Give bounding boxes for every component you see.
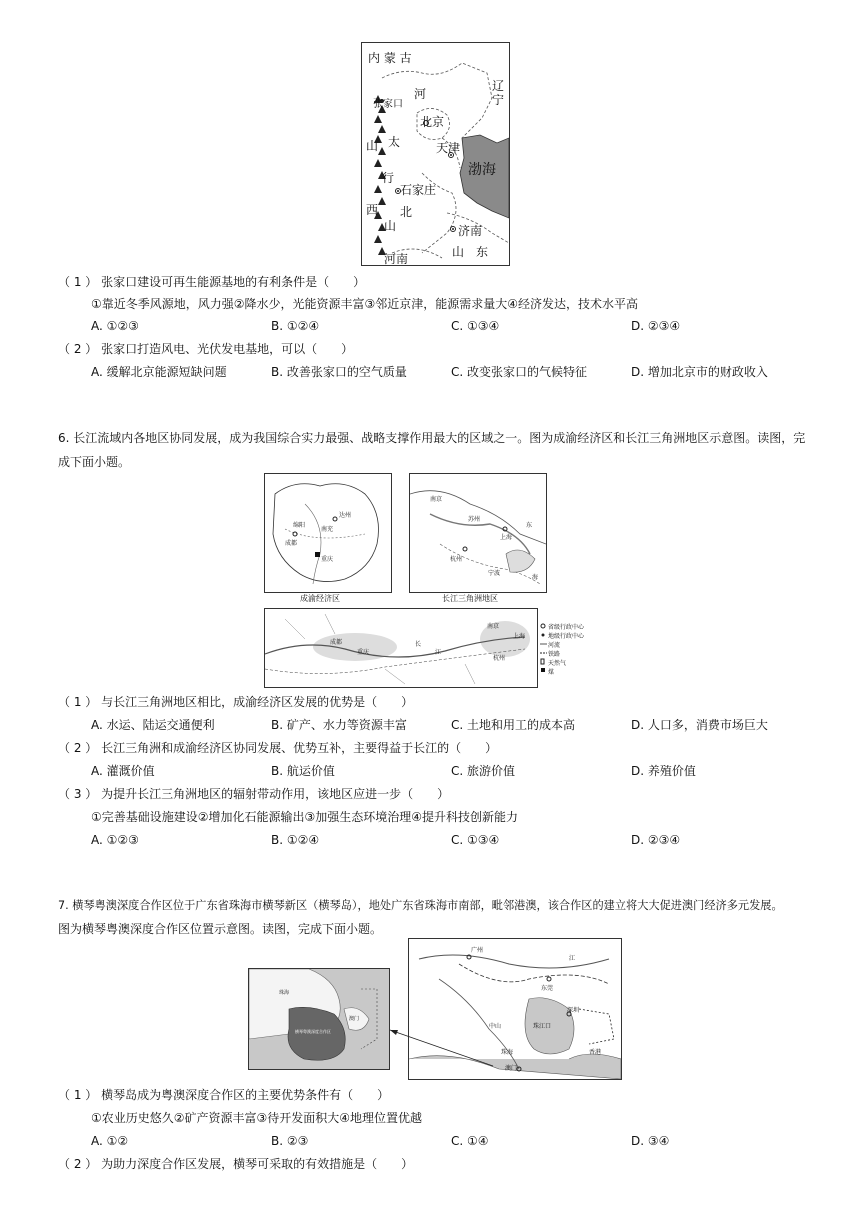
strip-label-chengdu: 成都 (330, 639, 343, 646)
s7-q1-option-d[interactable]: D. ③④ (631, 1134, 670, 1148)
s7-q2-stem: （ 2 ） 为助力深度合作区发展，横琴可采取的有效措施是（ ） (58, 1157, 414, 1171)
prd-label-dongguan: 东莞 (541, 985, 554, 992)
inset-label-zhuhai: 珠海 (279, 990, 290, 996)
s5-q1-statement: ①靠近冬季风源地，风力强②降水少，光能资源丰富③邻近京津，能源需求量大④经济发达，技术水平高 (91, 297, 639, 311)
prd-label-zhuhai: 珠海 (501, 1049, 514, 1056)
s6-q2-option-b[interactable]: B. 航运价值 (271, 764, 335, 778)
hengqin-connector-arrow (248, 938, 622, 1080)
chengyu-label-dazhou: 达州 (339, 512, 352, 519)
s5-q2-option-b[interactable]: B. 改善张家口的空气质量 (271, 365, 407, 379)
s6-q3-option-c[interactable]: C. ①③④ (451, 833, 500, 847)
s6-q3-option-b[interactable]: B. ①②④ (271, 833, 320, 847)
label-shandong: 山 东 (452, 245, 489, 259)
chengyu-label-chongqing: 重庆 (321, 556, 334, 563)
chengyu-caption: 成渝经济区 (300, 594, 340, 603)
s7-q1-option-c[interactable]: C. ①④ (451, 1134, 489, 1148)
s5-q2-option-d[interactable]: D. 增加北京市的财政收入 (631, 365, 768, 379)
legend-symbols (540, 622, 548, 676)
s6-q2-option-d[interactable]: D. 养殖价值 (631, 764, 696, 778)
strip-label-hangzhou: 杭州 (493, 655, 506, 662)
label-hang: 行 (382, 171, 395, 185)
yrd-label-nanjing: 南京 (430, 496, 443, 503)
label-henan: 河南 (384, 252, 409, 266)
s5-q1-option-c[interactable]: C. ①③④ (451, 319, 500, 333)
yangtze-strip-map (264, 608, 538, 688)
s7-q1-option-b[interactable]: B. ②③ (271, 1134, 309, 1148)
legend-item-river: 河流 (548, 642, 561, 649)
hengqin-map-figure (248, 938, 622, 1080)
label-ning: 宁 (492, 93, 505, 107)
prd-label-jiang: 江 (569, 955, 576, 962)
chengyu-inset (264, 473, 392, 593)
s5-q2-option-c[interactable]: C. 改变张家口的气候特征 (451, 365, 588, 379)
legend-item-provincial: 省级行政中心 (548, 624, 585, 631)
strip-label-nanjing: 南京 (487, 623, 500, 630)
prd-label-shenzhen: 深圳 (567, 1007, 580, 1014)
label-shan2: 山 (384, 219, 397, 233)
north-china-map (361, 42, 510, 266)
inset-label-macao: 澳门 (349, 1016, 360, 1022)
legend-item-railway: 铁路 (548, 651, 561, 658)
yrd-label-ningbo: 宁波 (488, 570, 501, 577)
s6-q2-option-c[interactable]: C. 旅游价值 (451, 764, 516, 778)
label-beijing: 北京 (420, 115, 445, 129)
s7-q1-stem: （ 1 ） 横琴岛成为粤澳深度合作区的主要优势条件有（ ） (58, 1088, 390, 1102)
s6-q3-stem: （ 3 ） 为提升长江三角洲地区的辐射带动作用，该地区应进一步（ ） (58, 787, 450, 801)
label-bohai: 渤海 (468, 162, 496, 178)
s6-q1-stem: （ 1 ） 与长江三角洲地区相比，成渝经济区发展的优势是（ ） (58, 695, 414, 709)
s7-intro-line1: 7. 横琴粤澳深度合作区位于广东省珠海市横琴新区（横琴岛），地处广东省珠海市南部，毗邻港澳，该合作区的建立将大大促进澳门经济多元发展。 (58, 899, 783, 912)
s7-q1-statement: ①农业历史悠久②矿产资源丰富③待开发面积大④地理位置优越 (91, 1111, 423, 1125)
yrd-label-hai: 海 (532, 574, 539, 581)
label-xi: 西 (366, 203, 379, 217)
label-shan1: 山 (366, 139, 379, 153)
label-bei: 北 (400, 205, 413, 219)
yrd-label-shanghai: 上海 (500, 534, 513, 541)
legend-item-prefecture: 地级行政中心 (548, 633, 585, 640)
prd-label-guangzhou: 广州 (471, 947, 484, 954)
s5-q1-option-b[interactable]: B. ①②④ (271, 319, 320, 333)
s6-q3-statement: ①完善基础设施建设②增加化石能源输出③加强生态环境治理④提升科技创新能力 (91, 810, 519, 824)
yrd-inset-drawing (410, 474, 546, 592)
yangtze-legend (540, 622, 585, 686)
s5-q1-stem: （ 1 ） 张家口建设可再生能源基地的有利条件是（ ） (58, 275, 366, 289)
s7-intro-line2: 图为横琴粤澳深度合作区位置示意图。读图，完成下面小题。 (58, 922, 383, 936)
label-zhangjiakou: 张家口 (373, 99, 403, 110)
s6-q2-stem: （ 2 ） 长江三角洲和成渝经济区协同发展、优势互补，主要得益于长江的（ ） (58, 741, 498, 755)
yangtze-map-figure (262, 472, 585, 690)
legend-item-gas: 天然气 (548, 660, 567, 667)
prd-label-pearl-river-mouth: 珠江口 (533, 1023, 552, 1030)
s6-q1-option-b[interactable]: B. 矿产、水力等资源丰富 (271, 718, 407, 732)
label-jinan: 济南 (458, 224, 483, 238)
label-tai: 太 (388, 135, 401, 149)
s6-q1-option-a[interactable]: A. 水运、陆运交通便利 (91, 718, 215, 732)
chengyu-label-nanchong: 南充 (321, 526, 334, 533)
s6-q1-option-d[interactable]: D. 人口多，消费市场巨大 (631, 718, 768, 732)
s7-q1-option-a[interactable]: A. ①② (91, 1134, 129, 1148)
chengyu-inset-drawing (265, 474, 391, 592)
prd-label-hongkong: 香港 (589, 1049, 602, 1056)
s6-q2-option-a[interactable]: A. 灌溉价值 (91, 764, 155, 778)
label-neimenggu: 内 蒙 古 (368, 51, 412, 65)
yrd-label-suzhou: 苏州 (468, 516, 481, 523)
yrd-label-hangzhou: 杭州 (450, 556, 463, 563)
label-liao: 辽 (492, 79, 505, 93)
s5-q2-stem: （ 2 ） 张家口打造风电、光伏发电基地，可以（ ） (58, 342, 354, 356)
inset-label-cooperation-zone: 横琴粤澳深度合作区 (295, 1029, 331, 1034)
prd-label-macao: 澳门 (505, 1065, 518, 1072)
strip-label-jiang: 江 (435, 649, 442, 656)
s6-q3-option-d[interactable]: D. ②③④ (631, 833, 681, 847)
yrd-label-dong: 东 (526, 522, 533, 529)
yrd-inset (409, 473, 547, 593)
s6-q3-option-a[interactable]: A. ①②③ (91, 833, 139, 847)
strip-label-chang: 长 (415, 641, 422, 648)
s6-q1-option-c[interactable]: C. 土地和用工的成本高 (451, 718, 576, 732)
chengyu-label-mianyang: 绵阳 (293, 522, 306, 529)
label-tianjin: 天津 (436, 141, 461, 155)
s5-q1-option-a[interactable]: A. ①②③ (91, 319, 139, 333)
label-he: 河 (414, 87, 427, 101)
s5-q2-option-a[interactable]: A. 缓解北京能源短缺问题 (91, 365, 227, 379)
strip-label-shanghai: 上海 (513, 633, 526, 640)
chengyu-label-chengdu: 成都 (285, 540, 298, 547)
prd-label-zhongshan: 中山 (489, 1023, 502, 1030)
strip-label-chongqing: 重庆 (357, 649, 370, 656)
label-shijiazhuang: 石家庄 (400, 183, 437, 197)
yrd-caption: 长江三角洲地区 (442, 594, 498, 603)
s6-intro: 6. 长江流域内各地区协同发展，成为我国综合实力最强、战略支撑作用最大的区域之一。图为成渝经济区和长江三角洲地区示意图。读图，完成下面小题。 (58, 431, 806, 469)
legend-item-coal: 煤 (548, 669, 555, 676)
s5-q1-option-d[interactable]: D. ②③④ (631, 319, 681, 333)
